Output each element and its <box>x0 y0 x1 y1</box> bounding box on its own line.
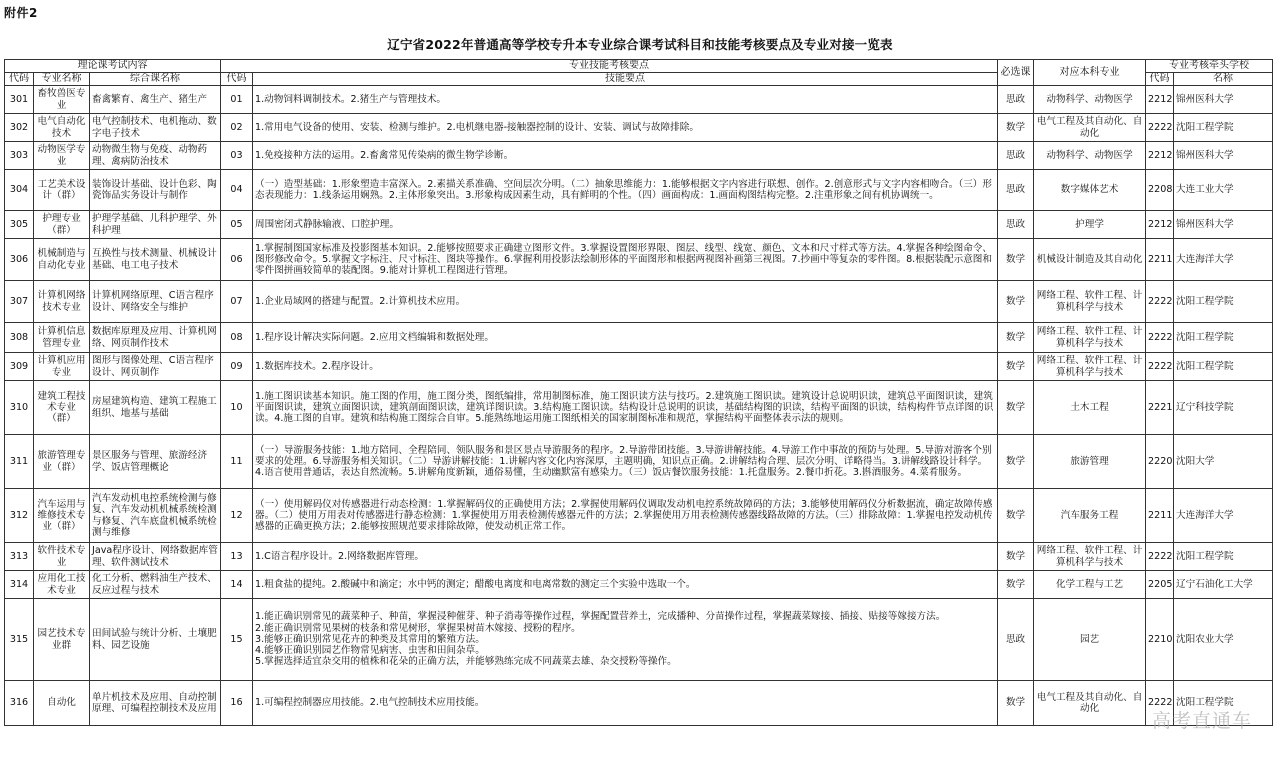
row-course: 数据库原理及应用、计算机网络、网页制作技术 <box>90 323 221 353</box>
row-major: 化学工程与工艺 <box>1034 571 1146 599</box>
table-row <box>5 543 1273 571</box>
header-school-name: 名称 <box>1174 73 1273 86</box>
row-major-name: 软件技术专业 <box>34 543 90 571</box>
row-skill-points: 1.掌握制图国家标准及投影图基本知识。2.能够按照要求正确建立图形文件。3.掌握设置图形界限、图层、线型、线宽、颜色、文本和尺寸样式等方法。4.掌握各种绘图命令、图形修改命令。5.掌握文字标注、尺寸标注、图块等操作。6.掌握利用投影法绘制形体的平面图形和根据两视图补画第三视图。7.抄画中等复杂的零件图。8.根据装配示意图和零件图拼画较简单的装配图。9.能对计算机工程图进行管理。 <box>253 239 998 281</box>
row-course: 单片机技术及应用、自动控制原理、可编程控制技术及应用 <box>90 681 221 726</box>
row-major-name: 工艺美术设计（群） <box>34 170 90 211</box>
header-major: 对应本科专业 <box>1034 60 1146 86</box>
row-required: 思政 <box>998 142 1034 170</box>
row-course: 护理学基础、儿科护理学、外科护理 <box>90 211 221 239</box>
row-skill-code: 12 <box>221 489 253 543</box>
row-required: 思政 <box>998 86 1034 114</box>
row-required: 数学 <box>998 281 1034 323</box>
row-major-name: 旅游管理专业（群） <box>34 435 90 489</box>
row-required: 数学 <box>998 681 1034 726</box>
row-skill-code: 08 <box>221 323 253 353</box>
row-required: 数学 <box>998 489 1034 543</box>
row-skill-code: 03 <box>221 142 253 170</box>
row-school-name: 沈阳工程学院 <box>1174 323 1273 353</box>
row-course: 互换性与技术测量、机械设计基础、电工电子技术 <box>90 239 221 281</box>
row-major: 汽车服务工程 <box>1034 489 1146 543</box>
header-code: 代码 <box>5 73 34 86</box>
watermark: 高考直通车 <box>1151 710 1252 732</box>
row-required: 思政 <box>998 211 1034 239</box>
row-course: 汽车发动机电控系统检测与修复、汽车发动机机械系统检测与修复、汽车底盘机械系统检测与维修 <box>90 489 221 543</box>
row-skill-points: 1.数据库技术。2.程序设计。 <box>253 353 998 381</box>
row-major-name: 动物医学专业 <box>34 142 90 170</box>
table-row <box>5 114 1273 142</box>
row-major: 电气工程及其自动化、自动化 <box>1034 681 1146 726</box>
row-required: 数学 <box>998 543 1034 571</box>
row-code: 316 <box>5 681 34 726</box>
row-course: 图形与图像处理、C语言程序设计、网页制作 <box>90 353 221 381</box>
row-skill-points: 1.常用电气设备的使用、安装、检测与维护。2.电机继电器-接触器控制的设计、安装、调试与故障排除。 <box>253 114 998 142</box>
row-code: 306 <box>5 239 34 281</box>
row-code: 310 <box>5 381 34 435</box>
row-school-code: 2212 <box>1146 142 1174 170</box>
row-school-code: 2222 <box>1146 281 1174 323</box>
row-school-code: 2212 <box>1146 211 1174 239</box>
row-course: 计算机网络原理、C语言程序设计、网络安全与维护 <box>90 281 221 323</box>
row-code: 312 <box>5 489 34 543</box>
row-required: 数学 <box>998 323 1034 353</box>
row-school-code: 2212 <box>1146 86 1174 114</box>
row-code: 305 <box>5 211 34 239</box>
table-row <box>5 571 1273 599</box>
row-skill-code: 15 <box>221 599 253 681</box>
row-course: 畜禽繁育、禽生产、猪生产 <box>90 86 221 114</box>
row-course: 景区服务与管理、旅游经济学、饭店管理概论 <box>90 435 221 489</box>
row-school-code: 2222 <box>1146 114 1174 142</box>
table-row <box>5 86 1273 114</box>
row-course: 装饰设计基础、设计色彩、陶瓷饰品实务设计与制作 <box>90 170 221 211</box>
row-school-code: 2211 <box>1146 239 1174 281</box>
table-body <box>5 60 1273 726</box>
row-major-name: 计算机信息管理专业 <box>34 323 90 353</box>
row-skill-points: 1.C语言程序设计。2.网络数据库管理。 <box>253 543 998 571</box>
row-skill-points: 1.可编程控制器应用技能。2.电气控制技术应用技能。 <box>253 681 998 726</box>
table-row <box>5 489 1273 543</box>
row-required: 思政 <box>998 599 1034 681</box>
row-major: 电气工程及其自动化、自动化 <box>1034 114 1146 142</box>
row-major-name: 建筑工程技术专业（群） <box>34 381 90 435</box>
row-skill-points: 1.免疫接种方法的运用。2.畜禽常见传染病的微生物学诊断。 <box>253 142 998 170</box>
row-code: 302 <box>5 114 34 142</box>
row-major-name: 汽车运用与维修技术专业（群） <box>34 489 90 543</box>
row-school-name: 锦州医科大学 <box>1174 86 1273 114</box>
table-row <box>5 170 1273 211</box>
row-school-code: 2221 <box>1146 381 1174 435</box>
row-skill-points: （一）使用解码仪对传感器进行动态检测：1.掌握解码仪的正确使用方法；2.掌握使用解码仪调取发动机电控系统故障码的方法；3.能够使用解码仪分析数据流，确定故障传感器。（二）使用万用表对传感器进行静态检测：1.掌握使用万用表检测传感器元件的方法；2.掌握使用万用表检测传感器线路故障的方法。（三）排除故障：1.掌握电控发动机传感器的正确更换方法；2.能够按照规范要求排除故障，使发动机正常工作。 <box>253 489 998 543</box>
row-school-name: 辽宁科技学院 <box>1174 381 1273 435</box>
header-group-row <box>5 60 1273 73</box>
header-school-code: 代码 <box>1146 73 1174 86</box>
row-school-name: 沈阳工程学院 <box>1174 681 1273 726</box>
row-major: 动物科学、动物医学 <box>1034 142 1146 170</box>
table-row <box>5 681 1273 726</box>
row-major-name: 应用化工技术专业 <box>34 571 90 599</box>
table-row <box>5 239 1273 281</box>
row-skill-code: 04 <box>221 170 253 211</box>
row-course: 电气控制技术、电机拖动、数字电子技术 <box>90 114 221 142</box>
row-major-name: 园艺技术专业群 <box>34 599 90 681</box>
header-major-name: 专业名称 <box>34 73 90 86</box>
table-row <box>5 435 1273 489</box>
row-major: 机械设计制造及其自动化 <box>1034 239 1146 281</box>
row-code: 303 <box>5 142 34 170</box>
row-school-code: 2211 <box>1146 489 1174 543</box>
row-code: 309 <box>5 353 34 381</box>
header-required: 必选课 <box>998 60 1034 86</box>
row-major: 网络工程、软件工程、计算机科学与技术 <box>1034 323 1146 353</box>
row-school-name: 大连海洋大学 <box>1174 239 1273 281</box>
row-course: 化工分析、燃料油生产技术、反应过程与技术 <box>90 571 221 599</box>
row-school-name: 沈阳工程学院 <box>1174 114 1273 142</box>
row-skill-code: 09 <box>221 353 253 381</box>
row-skill-code: 14 <box>221 571 253 599</box>
row-school-code: 2222 <box>1146 543 1174 571</box>
row-major: 数字媒体艺术 <box>1034 170 1146 211</box>
row-skill-code: 07 <box>221 281 253 323</box>
row-skill-points: （一）造型基础：1.形象塑造丰富深入。2.素描关系准确、空间层次分明。（二）抽象思维能力：1.能够根据文字内容进行联想、创作。2.创意形式与文字内容相吻合。（三）形态表现能力：1.线条运用娴熟。2.主体形象突出。3.形象构成因素生动，具有鲜明的个性。（四）画面构成：1.画面构图结构完整。2.注重形象之间有机协调统一。 <box>253 170 998 211</box>
attachment-label: 附件2 <box>4 6 38 20</box>
row-major: 护理学 <box>1034 211 1146 239</box>
row-major-name: 机械制造与自动化专业 <box>34 239 90 281</box>
row-school-name: 锦州医科大学 <box>1174 211 1273 239</box>
row-school-name: 沈阳工程学院 <box>1174 543 1273 571</box>
row-major: 园艺 <box>1034 599 1146 681</box>
row-major: 动物科学、动物医学 <box>1034 86 1146 114</box>
row-major: 网络工程、软件工程、计算机科学与技术 <box>1034 281 1146 323</box>
row-code: 311 <box>5 435 34 489</box>
row-skill-points: 1.能正确识别常见的蔬菜种子、种苗，掌握浸种催芽、种子消毒等操作过程，掌握配置营养土，完成播种、分苗操作过程，掌握蔬菜嫁接、插接、贴接等嫁接方法。 2.能正确识别常见果树的枝条和常见树形，掌握果树苗木嫁接、授粉的程序。 3.能够正确识别常见花卉的种类及其常用的繁殖方法。 4.能够正确识别园艺作物常见病害、虫害和田间杂草。 5.掌握选择适宜杂交用的植株和花朵的正确方法，并能够熟练完成不同蔬菜去雄、杂交授粉等操作。 <box>253 599 998 681</box>
header-skill-code: 代码 <box>221 73 253 86</box>
row-school-code: 2222 <box>1146 353 1174 381</box>
row-school-name: 沈阳大学 <box>1174 435 1273 489</box>
row-required: 数学 <box>998 239 1034 281</box>
row-required: 思政 <box>998 170 1034 211</box>
row-skill-code: 02 <box>221 114 253 142</box>
row-school-code: 2220 <box>1146 435 1174 489</box>
header-skill-points: 技能要点 <box>253 73 998 86</box>
row-skill-code: 06 <box>221 239 253 281</box>
table-row <box>5 353 1273 381</box>
row-code: 307 <box>5 281 34 323</box>
row-required: 数学 <box>998 114 1034 142</box>
row-skill-code: 05 <box>221 211 253 239</box>
row-major: 旅游管理 <box>1034 435 1146 489</box>
row-course: 田间试验与统计分析、土壤肥料、园艺设施 <box>90 599 221 681</box>
table-row <box>5 323 1273 353</box>
row-school-code: 2222 <box>1146 323 1174 353</box>
document-title: 辽宁省2022年普通高等学校专升本专业综合课考试科目和技能考核要点及专业对接一览表 <box>387 37 893 52</box>
row-major: 网络工程、软件工程、计算机科学与技术 <box>1034 353 1146 381</box>
row-code: 304 <box>5 170 34 211</box>
row-course: 动物微生物与免疫、动物药理、禽病防治技术 <box>90 142 221 170</box>
row-skill-code: 13 <box>221 543 253 571</box>
table-row <box>5 381 1273 435</box>
row-school-name: 大连工业大学 <box>1174 170 1273 211</box>
row-school-code: 2205 <box>1146 571 1174 599</box>
row-skill-code: 11 <box>221 435 253 489</box>
row-major-name: 畜牧兽医专业 <box>34 86 90 114</box>
row-school-name: 沈阳农业大学 <box>1174 599 1273 681</box>
row-school-name: 锦州医科大学 <box>1174 142 1273 170</box>
row-required: 数学 <box>998 435 1034 489</box>
row-school-code: 2222 <box>1146 681 1174 726</box>
header-theory: 理论课考试内容 <box>5 60 221 73</box>
row-skill-points: 1.动物饲料调制技术。2.猪生产与管理技术。 <box>253 86 998 114</box>
row-skill-code: 16 <box>221 681 253 726</box>
row-skill-points: 1.施工图识读基本知识。施工图的作用，施工图分类，图纸编排，常用制图标准，施工图识读方法与技巧。2.建筑施工图识读。建筑设计总说明识读，建筑总平面图识读，建筑平面图识读，建筑立面图识读，建筑剖面图识读，建筑详图识读。3.结构施工图识读。结构设计总说明的识读，基础结构图的识读，结构平面图的识读，结构构件节点详图的识读。4.施工图的自审。建筑和结构施工图综合自审。5.能熟练地运用施工图纸相关的国家制图标准和规范，掌握结构平面整体表示法的规则。 <box>253 381 998 435</box>
table-row <box>5 211 1273 239</box>
row-major-name: 计算机应用专业 <box>34 353 90 381</box>
row-required: 数学 <box>998 381 1034 435</box>
row-course: Java程序设计、网络数据库管理、软件测试技术 <box>90 543 221 571</box>
header-school-group: 专业考核牵头学校 <box>1146 60 1273 73</box>
header-skill: 专业技能考核要点 <box>221 60 998 73</box>
row-school-name: 沈阳工程学院 <box>1174 281 1273 323</box>
row-school-name: 大连海洋大学 <box>1174 489 1273 543</box>
row-skill-points: 1.企业局域网的搭建与配置。2.计算机技术应用。 <box>253 281 998 323</box>
exam-table <box>4 59 1273 726</box>
table-row <box>5 142 1273 170</box>
row-required: 数学 <box>998 571 1034 599</box>
row-major: 网络工程、软件工程、计算机科学与技术 <box>1034 543 1146 571</box>
row-skill-points: （一）导游服务技能：1.地方陪同、全程陪同、领队服务和景区景点导游服务的程序。2.导游带团技能。3.导游讲解技能。4.导游工作中事故的预防与处理。5.导游对游客个别要求的处理。6.导游服务相关知识。（二）导游讲解技能：1.讲解内容文化内容深厚，主题明确，知识点正确。2.讲解结构合理、层次分明、详略得当。3.讲解线路设计科学。4.语言使用普通话，表达自然流畅。5.讲解角度新颖，通俗易懂，生动幽默富有感染力。（三）饭店餐饮服务技能：1.托盘服务。2.餐巾折花。3.斟酒服务。4.菜肴服务。 <box>253 435 998 489</box>
row-major-name: 电气自动化技术 <box>34 114 90 142</box>
row-school-code: 2208 <box>1146 170 1174 211</box>
row-skill-points: 1.粗食盐的提纯。2.酸碱中和滴定；水中钙的测定；醋酸电离度和电离常数的测定三个实验中选取一个。 <box>253 571 998 599</box>
table-row <box>5 599 1273 681</box>
row-major-name: 计算机网络技术专业 <box>34 281 90 323</box>
row-code: 315 <box>5 599 34 681</box>
row-skill-points: 1.程序设计解决实际问题。2.应用文档编辑和数据处理。 <box>253 323 998 353</box>
row-skill-code: 10 <box>221 381 253 435</box>
row-major-name: 护理专业（群） <box>34 211 90 239</box>
row-code: 314 <box>5 571 34 599</box>
row-course: 房屋建筑构造、建筑工程施工组织、地基与基础 <box>90 381 221 435</box>
row-school-code: 2210 <box>1146 599 1174 681</box>
row-code: 301 <box>5 86 34 114</box>
row-skill-points: 周围密闭式静脉输液、口腔护理。 <box>253 211 998 239</box>
table-row <box>5 281 1273 323</box>
row-required: 数学 <box>998 353 1034 381</box>
row-school-name: 辽宁石油化工大学 <box>1174 571 1273 599</box>
row-major: 土木工程 <box>1034 381 1146 435</box>
row-code: 313 <box>5 543 34 571</box>
row-major-name: 自动化 <box>34 681 90 726</box>
row-code: 308 <box>5 323 34 353</box>
row-skill-code: 01 <box>221 86 253 114</box>
row-school-name: 沈阳工程学院 <box>1174 353 1273 381</box>
header-course-name: 综合课名称 <box>90 73 221 86</box>
